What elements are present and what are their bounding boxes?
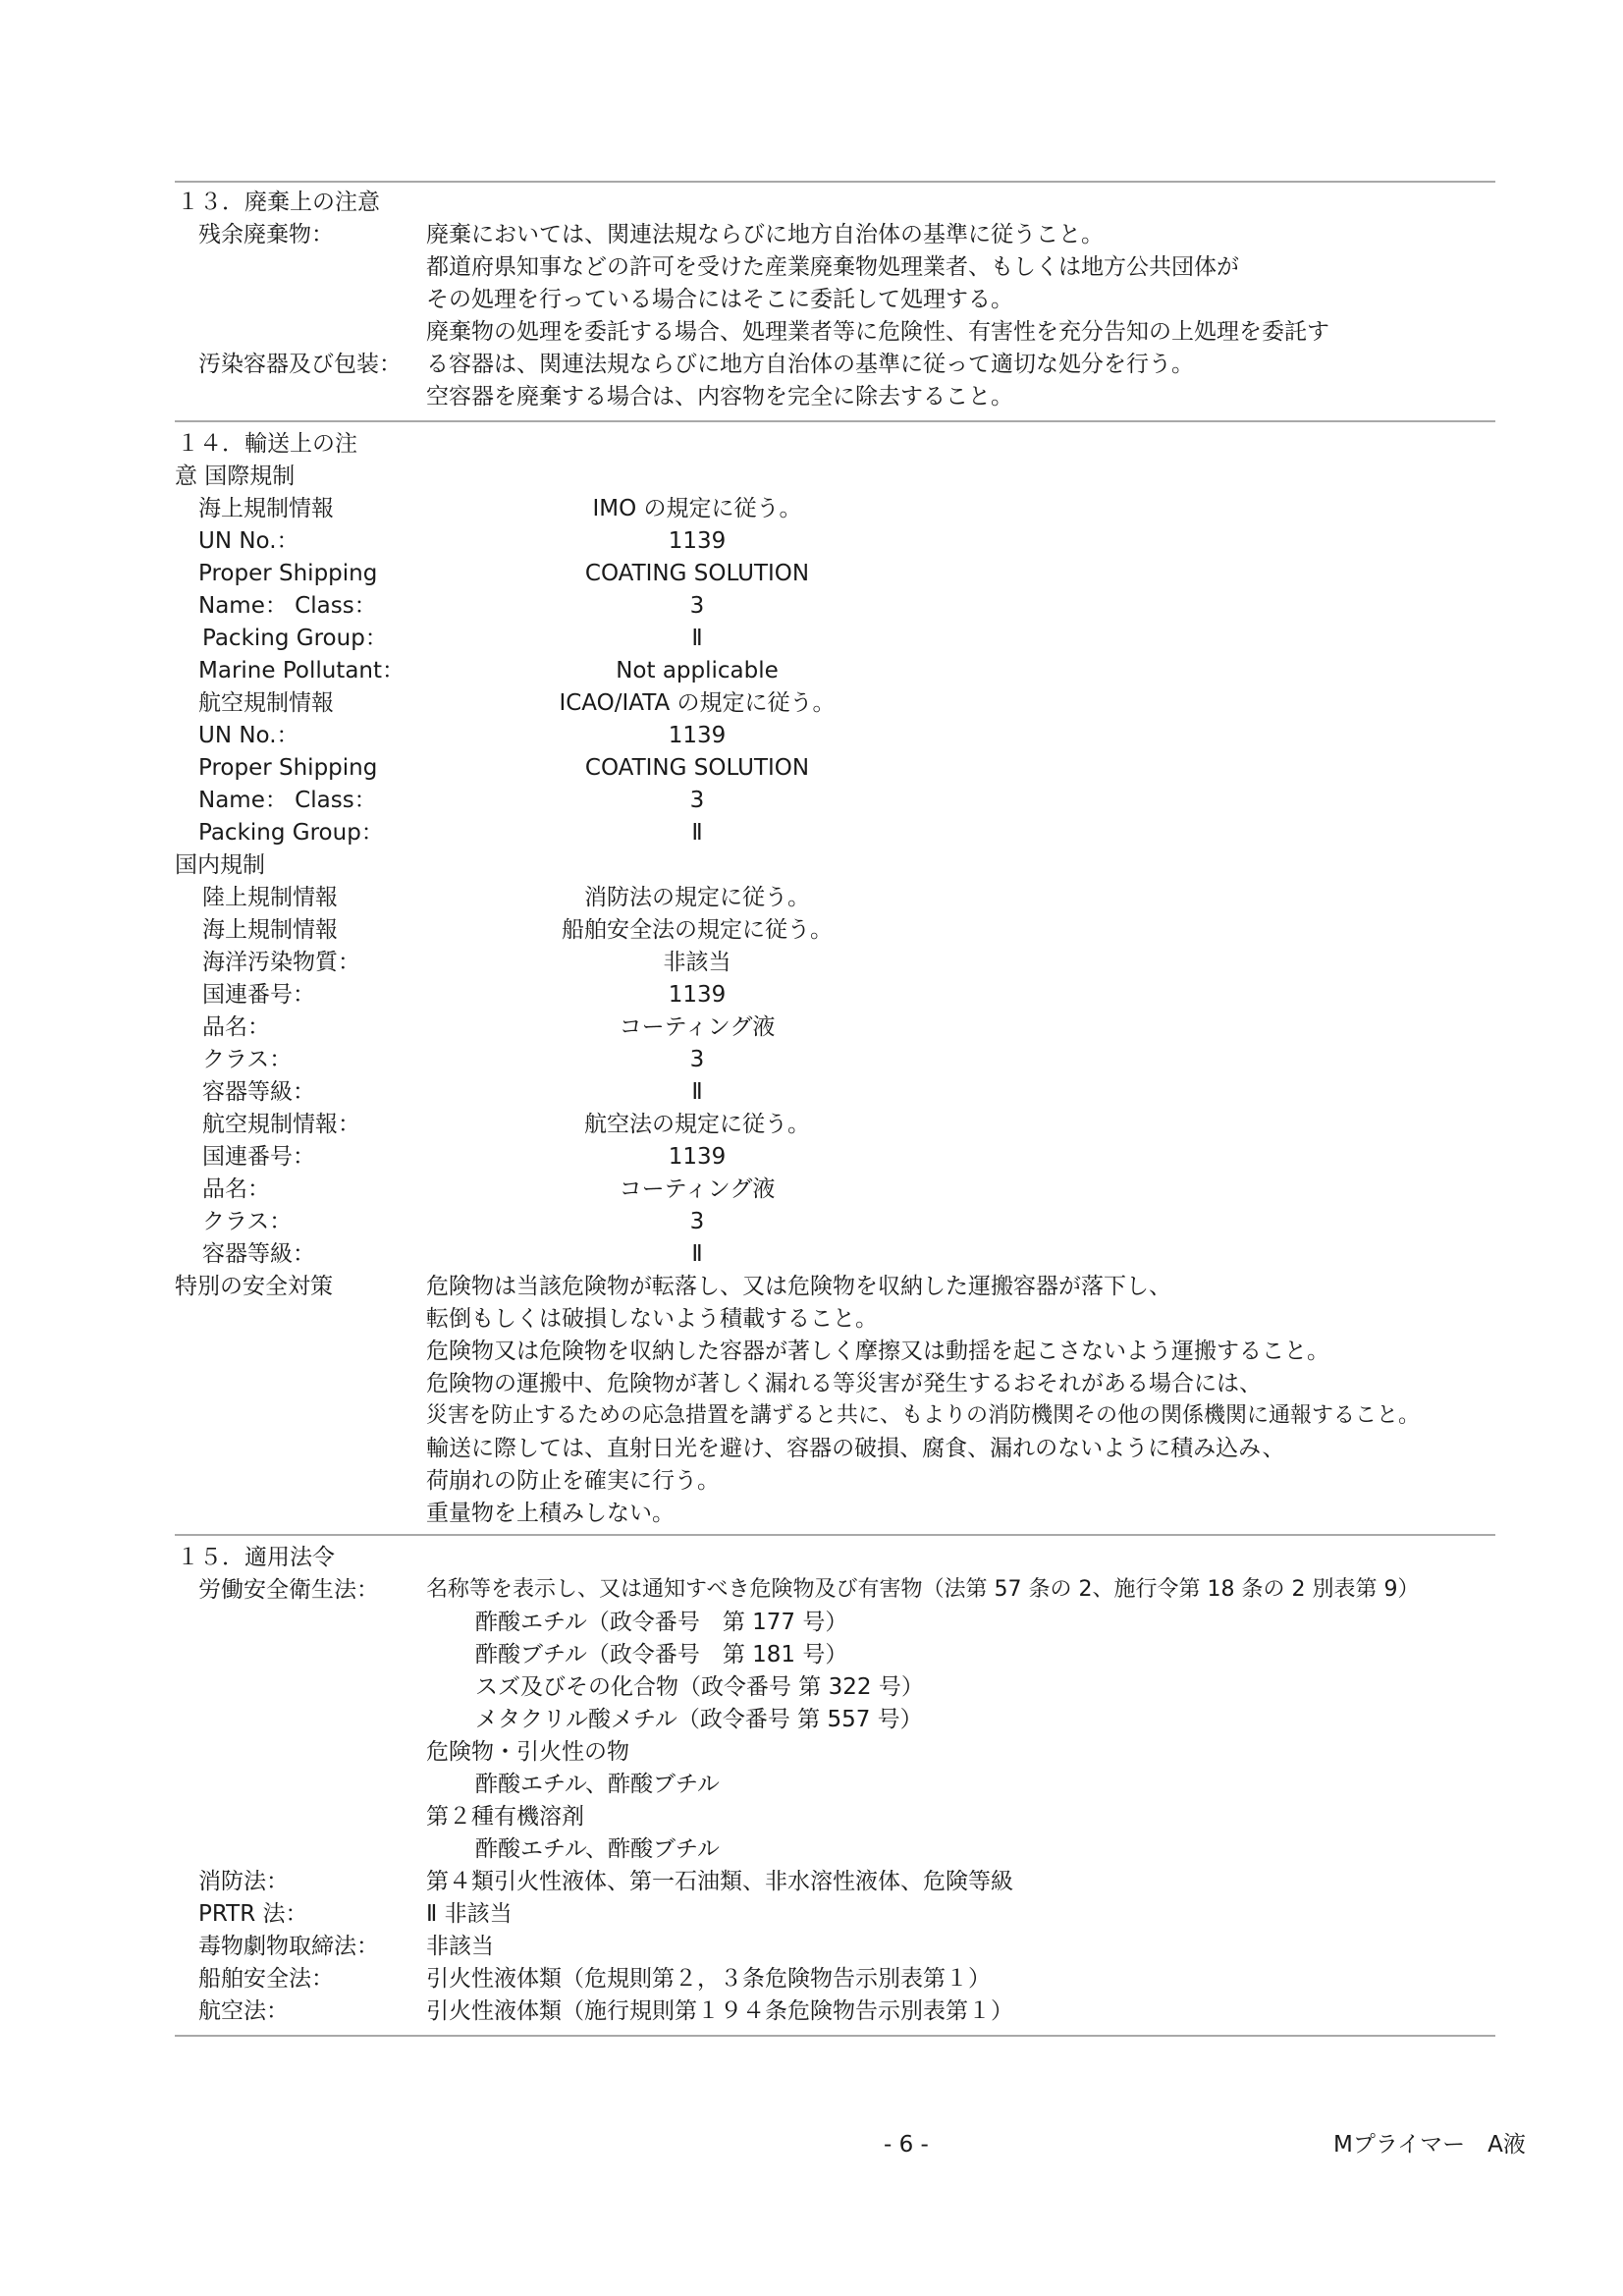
- domestic-label: 航空規制情報：: [202, 1112, 360, 1137]
- special-measures-line: 重量物を上積みしない。: [426, 1501, 675, 1526]
- domestic-label: 国連番号：: [202, 982, 315, 1008]
- divider-top: [175, 181, 1495, 183]
- intl-value: Ⅱ: [691, 820, 703, 846]
- domestic-value: コーティング液: [619, 1176, 776, 1202]
- special-measures-line: 輸送に際しては、直射日光を避け、容器の破損、腐食、漏れのないように積み込み、: [426, 1436, 1285, 1461]
- domestic-label: 容器等級：: [202, 1241, 315, 1267]
- domestic-label: 品名：: [202, 1014, 270, 1040]
- container-line: る容器は、関連法規ならびに地方自治体の基準に従って適切な処分を行う。: [426, 352, 1194, 377]
- law-value: Ⅱ 非該当: [426, 1901, 513, 1927]
- labor-law-line: 酢酸エチル、酢酸ブチル: [475, 1836, 720, 1862]
- special-measures-label: 特別の安全対策: [175, 1274, 333, 1299]
- section-13-title: １３．廃棄上の注意: [177, 190, 380, 215]
- law-label: PRTR 法：: [198, 1901, 308, 1927]
- intl-label: Proper Shipping: [198, 561, 378, 586]
- intl-label: Marine Pollutant：: [198, 658, 406, 683]
- residual-line: 都道府県知事などの許可を受けた産業廃棄物処理業者、もしくは地方公共団体が: [426, 254, 1239, 280]
- residual-line: その処理を行っている場合にはそこに委託して処理する。: [426, 287, 1013, 312]
- intl-label: Packing Group：: [202, 626, 388, 651]
- intl-value: 1139: [668, 528, 727, 554]
- domestic-label: 海上規制情報: [202, 917, 338, 943]
- residual-line: 廃棄物の処理を委託する場合、処理業者等に危険性、有害性を充分告知の上処理を委託す: [426, 319, 1329, 345]
- special-measures-line: 危険物の運搬中、危険物が著しく漏れる等災害が発生するおそれがある場合には、: [426, 1371, 1262, 1396]
- domestic-value: 非該当: [663, 950, 731, 975]
- domestic-value: 3: [689, 1047, 705, 1072]
- domestic-label: 品名：: [202, 1176, 270, 1202]
- intl-label: 航空規制情報: [198, 690, 334, 716]
- labor-law-line: 酢酸ブチル（政令番号 第 181 号）: [475, 1642, 848, 1667]
- special-measures-line: 荷崩れの防止を確実に行う。: [426, 1468, 720, 1494]
- special-measures-line: 災害を防止するための応急措置を講ずると共に、もよりの消防機関その他の関係機関に通報すること。: [426, 1403, 1421, 1428]
- domestic-value: 1139: [668, 982, 727, 1008]
- intl-value: COATING SOLUTION: [584, 561, 810, 586]
- section-14-title: １４．輸送上の注: [177, 431, 357, 457]
- section-14-subtitle: 意 国際規制: [175, 464, 296, 489]
- labor-law-line: メタクリル酸メチル（政令番号 第 557 号）: [475, 1707, 923, 1732]
- intl-label: 海上規制情報: [198, 496, 334, 521]
- domestic-label: 容器等級：: [202, 1079, 315, 1105]
- law-label: 毒物劇物取締法：: [198, 1934, 379, 1959]
- page-number: - 6 -: [884, 2132, 929, 2158]
- labor-law-line: 第２種有機溶剤: [426, 1804, 584, 1830]
- domestic-label: 国連番号：: [202, 1144, 315, 1170]
- intl-value: 1139: [668, 723, 727, 748]
- law-value: 第４類引火性液体、第一石油類、非水溶性液体、危険等級: [426, 1869, 1013, 1894]
- divider-bottom: [175, 2035, 1495, 2037]
- labor-law-line: 酢酸エチル、酢酸ブチル: [475, 1772, 720, 1797]
- intl-value: IMO の規定に従う。: [592, 496, 802, 521]
- law-value: 非該当: [426, 1934, 494, 1959]
- domestic-value: 航空法の規定に従う。: [584, 1112, 810, 1137]
- domestic-value: 1139: [668, 1144, 727, 1170]
- domestic-value: 消防法の規定に従う。: [584, 885, 810, 910]
- intl-label: Proper Shipping: [198, 755, 378, 781]
- domestic-label: クラス：: [202, 1209, 293, 1234]
- domestic-value: Ⅱ: [691, 1079, 703, 1105]
- domestic-value: 3: [689, 1209, 705, 1234]
- domestic-label: クラス：: [202, 1047, 293, 1072]
- domestic-label: 海洋汚染物質：: [202, 950, 360, 975]
- intl-label: Name： Class：: [198, 593, 377, 619]
- intl-value: 3: [689, 593, 705, 619]
- intl-label: UN No.：: [198, 723, 299, 748]
- intl-value: ICAO/IATA の規定に従う。: [559, 690, 836, 716]
- law-label: 消防法：: [198, 1869, 289, 1894]
- domestic-value: コーティング液: [619, 1014, 776, 1040]
- labor-law-line: 酢酸エチル（政令番号 第 177 号）: [475, 1610, 848, 1635]
- intl-value: Ⅱ: [691, 626, 703, 651]
- divider-15: [175, 1534, 1495, 1536]
- law-label: 船舶安全法：: [198, 1966, 334, 1992]
- labor-law-label: 労働安全衛生法：: [198, 1577, 379, 1603]
- intl-label: Name： Class：: [198, 788, 377, 813]
- residual-label: 残余廃棄物：: [198, 222, 334, 247]
- labor-law-line: 名称等を表示し、又は通知すべき危険物及び有害物（法第 57 条の 2、施行令第 18 条の 2 別表第 9）: [426, 1577, 1420, 1602]
- product-name: Mプライマー A液: [1333, 2132, 1526, 2158]
- special-measures-line: 危険物又は危険物を収納した容器が著しく摩擦又は動揺を起こさないよう運搬すること。: [426, 1339, 1329, 1364]
- intl-value: COATING SOLUTION: [584, 755, 810, 781]
- law-value: 引火性液体類（危規則第２，３条危険物告示別表第１）: [426, 1966, 991, 1992]
- domestic-value: Ⅱ: [691, 1241, 703, 1267]
- section-15-title: １５．適用法令: [177, 1545, 335, 1570]
- domestic-value: 船舶安全法の規定に従う。: [562, 917, 833, 943]
- intl-value: 3: [689, 788, 705, 813]
- law-value: 引火性液体類（施行規則第１９４条危険物告示別表第１）: [426, 1998, 1013, 2024]
- domestic-label: 陸上規制情報: [202, 885, 338, 910]
- container-label: 汚染容器及び包装：: [198, 352, 402, 377]
- labor-law-line: 危険物・引火性の物: [426, 1739, 629, 1765]
- intl-label: UN No.：: [198, 528, 299, 554]
- special-measures-line: 危険物は当該危険物が転落し、又は危険物を収納した運搬容器が落下し、: [426, 1274, 1171, 1299]
- divider-14: [175, 420, 1495, 422]
- intl-value: Not applicable: [616, 658, 779, 683]
- residual-line: 廃棄においては、関連法規ならびに地方自治体の基準に従うこと。: [426, 222, 1104, 247]
- law-label: 航空法：: [198, 1998, 289, 2024]
- container-line: 空容器を廃棄する場合は、内容物を完全に除去すること。: [426, 384, 1013, 410]
- labor-law-line: スズ及びその化合物（政令番号 第 322 号）: [475, 1674, 924, 1700]
- domestic-title: 国内規制: [175, 852, 265, 878]
- intl-label: Packing Group：: [198, 820, 384, 846]
- special-measures-line: 転倒もしくは破損しないよう積載すること。: [426, 1306, 878, 1332]
